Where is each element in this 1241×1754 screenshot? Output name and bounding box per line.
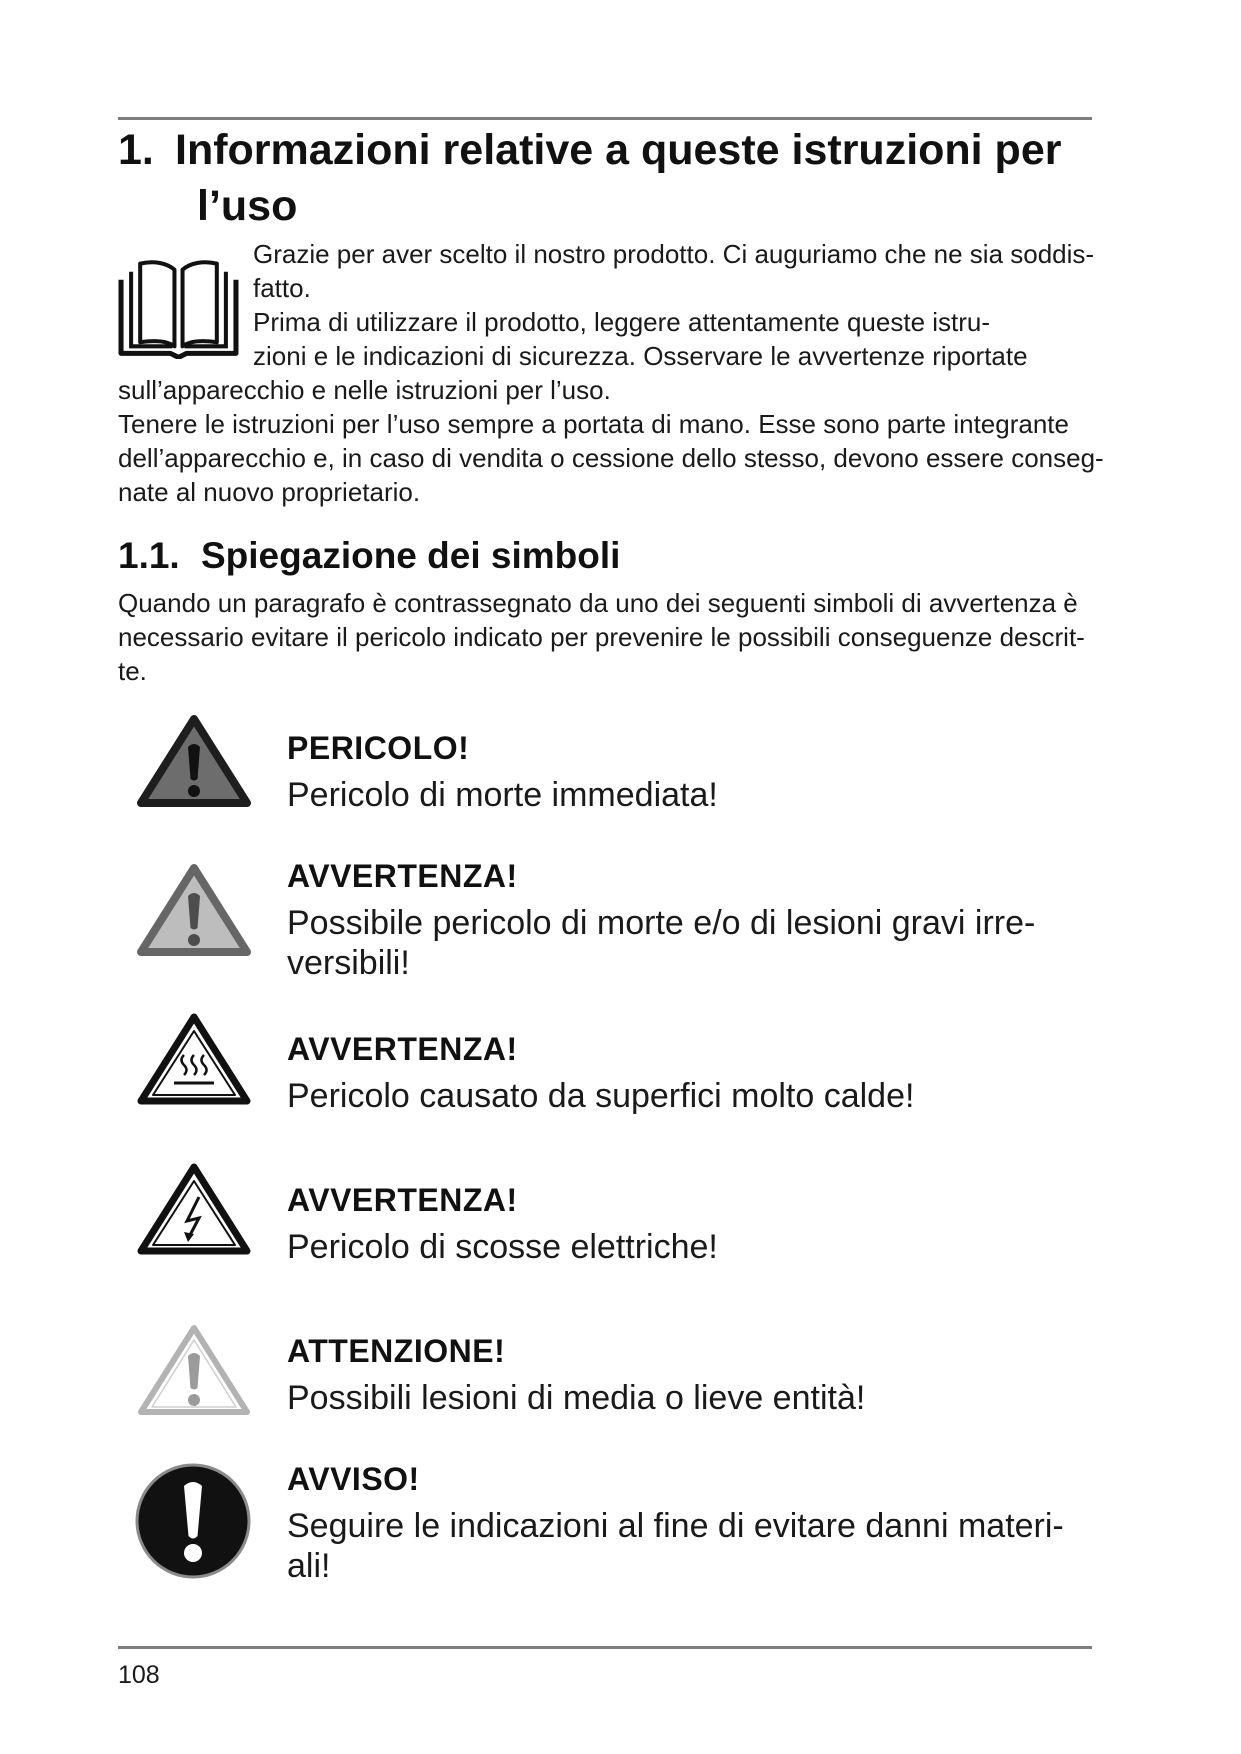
symbols-intro-paragraph bbox=[118, 586, 1085, 688]
text-line: Tenere le istruzioni per l’uso sempre a portata di mano. Esse sono parte integrante bbox=[118, 409, 1069, 439]
symbol-text bbox=[287, 1180, 718, 1267]
intro-paragraph bbox=[118, 237, 1104, 407]
symbol-label: AVVERTENZA! bbox=[287, 1182, 518, 1218]
symbol-text bbox=[287, 1459, 1064, 1586]
symbol-label: AVVERTENZA! bbox=[287, 858, 518, 894]
text-line: Possibili lesioni di media o lieve entità! bbox=[287, 1379, 866, 1417]
symbol-text bbox=[287, 856, 1035, 983]
symbol-description bbox=[287, 903, 1035, 983]
text-line: Pericolo di scosse elettriche! bbox=[287, 1228, 718, 1266]
symbol-label: AVVISO! bbox=[287, 1461, 420, 1497]
symbol-text bbox=[287, 1029, 914, 1116]
subheading-number: 1.1. bbox=[118, 535, 180, 576]
top-rule bbox=[118, 117, 1092, 120]
text-line: dell’apparecchio e, in caso di vendita o cessione dello stesso, devono essere conseg- bbox=[118, 443, 1104, 473]
text-line: Possibile pericolo di morte e/o di lesioni gravi irre- bbox=[287, 904, 1036, 942]
text-line: ali! bbox=[287, 1547, 331, 1585]
heading-number: 1. bbox=[118, 126, 154, 174]
subheading-title: Spiegazione dei simboli bbox=[201, 535, 621, 576]
text-line: Pericolo causato da superfici molto calde! bbox=[287, 1077, 915, 1115]
symbol-row-caution bbox=[0, 1331, 1241, 1451]
page-number: 108 bbox=[118, 1661, 160, 1689]
symbol-row-warning bbox=[0, 856, 1241, 982]
heading-line: l’uso bbox=[197, 182, 298, 230]
text-line: sull’apparecchio e nelle istruzioni per l’uso. bbox=[118, 375, 611, 405]
text-line: nate al nuovo proprietario. bbox=[118, 477, 421, 507]
text-line: necessario evitare il pericolo indicato per prevenire le possibili conseguenze descrit- bbox=[118, 622, 1085, 652]
text-line: Quando un paragrafo è contrassegnato da uno dei seguenti simboli di avvertenza è bbox=[118, 588, 1078, 618]
symbol-description bbox=[287, 1378, 865, 1418]
text-line: Prima di utilizzare il prodotto, leggere attentamente queste istru- bbox=[253, 307, 991, 337]
text-line: Grazie per aver scelto il nostro prodotto. Ci auguriamo che ne sia soddis- bbox=[253, 239, 1095, 269]
text-line: zioni e le indicazioni di sicurezza. Osservare le avvertenze riportate bbox=[253, 341, 1028, 371]
symbol-description bbox=[287, 1506, 1064, 1586]
symbol-description bbox=[287, 1076, 914, 1116]
caution-triangle-icon bbox=[134, 1320, 254, 1420]
electric-shock-icon bbox=[134, 1159, 254, 1259]
hot-surface-icon bbox=[134, 1009, 254, 1109]
warning-triangle-icon bbox=[134, 860, 254, 960]
intro-text bbox=[118, 237, 1104, 509]
notice-circle-icon bbox=[133, 1461, 253, 1581]
symbol-row-electric-shock bbox=[0, 1180, 1241, 1300]
symbol-description bbox=[287, 1227, 718, 1267]
symbol-label: AVVERTENZA! bbox=[287, 1031, 518, 1067]
text-line: Seguire le indicazioni al fine di evitare danni materi- bbox=[287, 1507, 1064, 1545]
intro-paragraph-2 bbox=[118, 407, 1104, 509]
text-line: versibili! bbox=[287, 944, 410, 982]
symbol-description bbox=[287, 775, 718, 815]
symbol-label: PERICOLO! bbox=[287, 730, 470, 766]
symbol-row-hot-surface bbox=[0, 1029, 1241, 1149]
text-line: fatto. bbox=[253, 273, 311, 303]
symbol-row-danger bbox=[0, 728, 1241, 848]
heading-line: Informazioni relative a queste istruzioni per bbox=[175, 126, 1062, 174]
text-line: Pericolo di morte immediata! bbox=[287, 776, 718, 814]
bottom-rule bbox=[118, 1646, 1092, 1649]
symbol-text bbox=[287, 1331, 865, 1418]
danger-triangle-icon bbox=[134, 711, 254, 811]
symbol-label: ATTENZIONE! bbox=[287, 1333, 506, 1369]
symbol-row-notice bbox=[0, 1459, 1241, 1585]
text-line: te. bbox=[118, 656, 147, 686]
symbol-text bbox=[287, 728, 718, 815]
